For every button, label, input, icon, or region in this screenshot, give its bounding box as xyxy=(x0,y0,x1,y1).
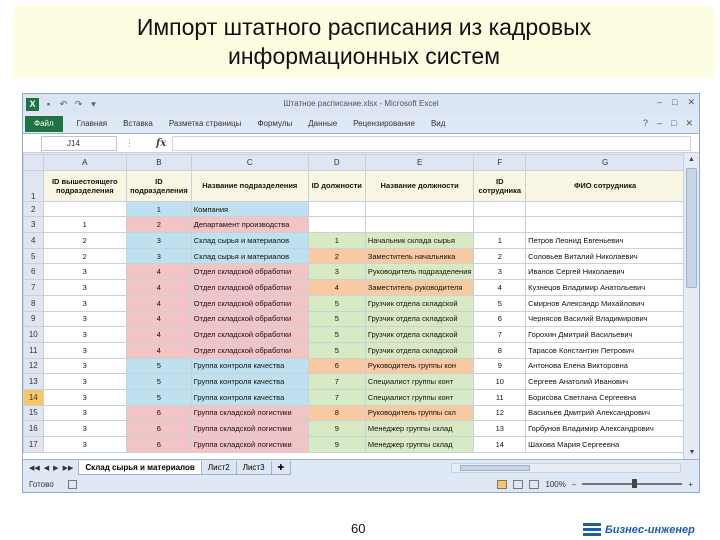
scrollbar-thumb[interactable] xyxy=(686,168,697,288)
zoom-out-icon[interactable]: – xyxy=(571,479,577,489)
table-row xyxy=(24,248,685,264)
cell-c[interactable]: Группа контроля качества xyxy=(191,358,308,374)
cell-a[interactable]: 3 xyxy=(43,311,126,327)
table-row xyxy=(24,233,685,249)
tab-view[interactable]: Вид xyxy=(430,119,446,128)
cell-e[interactable]: Руководитель подразделения xyxy=(365,264,474,280)
workbook-restore-icon[interactable]: □ xyxy=(671,118,677,128)
vertical-scrollbar[interactable] xyxy=(683,154,699,459)
next-sheet-icon[interactable]: ▶ xyxy=(53,464,59,472)
cell-b[interactable]: 3 xyxy=(126,248,191,264)
status-right xyxy=(497,480,699,489)
row-number[interactable]: 14 xyxy=(24,389,44,405)
status-ready: Готово xyxy=(29,479,54,489)
zoom-slider[interactable] xyxy=(582,483,682,485)
cell-e[interactable] xyxy=(365,217,474,233)
cell-d[interactable]: 5 xyxy=(308,295,365,311)
cell-e[interactable]: Руководитель группы скл xyxy=(365,405,474,421)
close-icon[interactable]: ✕ xyxy=(687,97,695,107)
column-header[interactable]: E xyxy=(365,155,474,171)
cell-e[interactable]: Менеджер группы склад xyxy=(365,421,474,437)
cell-g[interactable]: Горбунов Владимир Александрович xyxy=(526,421,685,437)
row-number[interactable]: 17 xyxy=(24,437,44,453)
cell-b[interactable]: 4 xyxy=(126,280,191,296)
workbook-close-icon[interactable]: ✕ xyxy=(685,118,693,128)
slide-title-line-2: информационных систем xyxy=(227,43,501,69)
row-number[interactable]: 8 xyxy=(24,295,44,311)
table-row xyxy=(24,311,685,327)
cell-c[interactable]: Отдел складской обработки xyxy=(191,295,308,311)
cell-a[interactable]: 3 xyxy=(43,264,126,280)
maximize-icon[interactable]: □ xyxy=(672,97,678,107)
row-number[interactable]: 4 xyxy=(24,233,44,249)
spreadsheet-grid xyxy=(23,154,685,459)
cell-a[interactable]: 2 xyxy=(43,248,126,264)
header-cell[interactable]: ID должности xyxy=(308,170,365,201)
cell-f[interactable]: 2 xyxy=(474,248,526,264)
cell-f[interactable]: 13 xyxy=(474,421,526,437)
cell-c[interactable]: Группа складской логистики xyxy=(191,437,308,453)
last-sheet-icon[interactable]: ▶▶ xyxy=(62,464,74,472)
cell-d[interactable]: 4 xyxy=(308,280,365,296)
cell-g[interactable]: Соловьев Виталий Николаевич xyxy=(526,248,685,264)
row-number[interactable]: 2 xyxy=(24,201,44,217)
tab-file[interactable]: Файл xyxy=(25,116,63,132)
cell-a[interactable]: 2 xyxy=(43,233,126,249)
cell-b[interactable]: 4 xyxy=(126,295,191,311)
cell-d[interactable]: 9 xyxy=(308,437,365,453)
cell-c[interactable]: Отдел складской обработки xyxy=(191,327,308,343)
row-number[interactable]: 16 xyxy=(24,421,44,437)
header-cell[interactable]: Название должности xyxy=(365,170,474,201)
cell-a[interactable]: 3 xyxy=(43,327,126,343)
cell-c[interactable]: Группа складской логистики xyxy=(191,421,308,437)
company-logo xyxy=(583,523,695,536)
cell-d[interactable]: 7 xyxy=(308,389,365,405)
table-row xyxy=(24,201,685,217)
cell-b[interactable]: 2 xyxy=(126,217,191,233)
header-cell[interactable]: Название подразделения xyxy=(191,170,308,201)
cell-a[interactable]: 3 xyxy=(43,374,126,390)
header-cell[interactable]: ID подразделения xyxy=(126,170,191,201)
cell-g[interactable]: Петров Леонид Евгеньевич xyxy=(526,233,685,249)
formula-input[interactable] xyxy=(172,136,691,151)
header-cell[interactable]: ID вышестоящего подразделения xyxy=(43,170,126,201)
cell-b[interactable]: 4 xyxy=(126,311,191,327)
cell-g[interactable]: Чернясов Василий Владимирович xyxy=(526,311,685,327)
cell-c[interactable]: Склад сырья и материалов xyxy=(191,233,308,249)
cell-e[interactable]: Грузчик отдела складской xyxy=(365,295,474,311)
minimize-icon[interactable]: – xyxy=(657,97,663,107)
cell-e[interactable] xyxy=(365,201,474,217)
tab-page-layout[interactable]: Разметка страницы xyxy=(168,119,242,128)
insert-sheet-icon[interactable]: ✚ xyxy=(271,461,292,475)
scroll-down-icon[interactable]: ▼ xyxy=(688,449,696,456)
cell-c[interactable]: Группа контроля качества xyxy=(191,374,308,390)
cell-a[interactable]: 3 xyxy=(43,358,126,374)
cell-g[interactable] xyxy=(526,201,685,217)
cell-a[interactable]: 3 xyxy=(43,405,126,421)
logo-mark-icon xyxy=(583,523,601,536)
sheet-tab-1[interactable]: Склад сырья и материалов xyxy=(78,461,202,475)
sheet-nav xyxy=(23,464,79,472)
cell-c[interactable]: Компания xyxy=(191,201,308,217)
cell-g[interactable]: Сергеев Анатолий Иванович xyxy=(526,374,685,390)
table-row xyxy=(24,405,685,421)
help-icon[interactable]: ? xyxy=(642,118,648,128)
column-header[interactable]: G xyxy=(526,155,685,171)
cell-f[interactable]: 10 xyxy=(474,374,526,390)
redo-icon[interactable]: ↷ xyxy=(74,98,83,109)
macro-record-icon[interactable] xyxy=(68,480,77,489)
cell-b[interactable]: 6 xyxy=(126,421,191,437)
cell-c[interactable]: Отдел складской обработки xyxy=(191,280,308,296)
cell-f[interactable]: 7 xyxy=(474,327,526,343)
cell-e[interactable]: Специалист группы конт xyxy=(365,389,474,405)
cell-g[interactable]: Смирнов Александр Михайлович xyxy=(526,295,685,311)
cell-b[interactable]: 1 xyxy=(126,201,191,217)
cell-g[interactable]: Васильев Дмитрий Александрович xyxy=(526,405,685,421)
cell-d[interactable]: 1 xyxy=(308,233,365,249)
cell-e[interactable]: Менеджер группы склад xyxy=(365,437,474,453)
window-controls xyxy=(657,97,695,108)
row-number[interactable]: 15 xyxy=(24,405,44,421)
cell-g[interactable]: Кузнецов Владимир Анатольевич xyxy=(526,280,685,296)
slide-title xyxy=(14,6,714,78)
tab-review[interactable]: Рецензирование xyxy=(353,119,415,128)
name-box[interactable]: J14 xyxy=(41,136,117,151)
row-number[interactable]: 6 xyxy=(24,264,44,280)
workbook-minimize-icon[interactable]: – xyxy=(657,118,663,128)
cell-d[interactable]: 8 xyxy=(308,405,365,421)
table-row xyxy=(24,342,685,358)
cell-a[interactable]: 3 xyxy=(43,421,126,437)
cell-d[interactable]: 9 xyxy=(308,421,365,437)
cell-a[interactable]: 3 xyxy=(43,295,126,311)
insert-function-icon[interactable]: fx xyxy=(156,137,167,149)
scroll-up-icon[interactable]: ▲ xyxy=(688,156,695,163)
row-number[interactable]: 7 xyxy=(24,280,44,296)
page-number: 60 xyxy=(351,521,366,536)
slide-title-line-1: Импорт штатного расписания из кадровых xyxy=(136,14,592,40)
customize-toolbar-icon[interactable]: ▾ xyxy=(91,98,96,109)
select-all-corner[interactable] xyxy=(24,155,44,171)
status-bar xyxy=(23,475,699,493)
cell-c[interactable]: Группа складской логистики xyxy=(191,405,308,421)
cell-f[interactable]: 4 xyxy=(474,280,526,296)
cell-b[interactable]: 5 xyxy=(126,374,191,390)
column-header[interactable]: C xyxy=(191,155,308,171)
cell-b[interactable]: 6 xyxy=(126,437,191,453)
cell-g[interactable] xyxy=(526,217,685,233)
cell-b[interactable]: 4 xyxy=(126,327,191,343)
cell-b[interactable]: 5 xyxy=(126,358,191,374)
cell-e[interactable]: Грузчик отдела складской xyxy=(365,327,474,343)
cell-c[interactable]: Группа контроля качества xyxy=(191,389,308,405)
ribbon-tabs xyxy=(23,114,699,134)
table-row xyxy=(24,264,685,280)
cell-b[interactable]: 3 xyxy=(126,233,191,249)
cell-a[interactable]: 3 xyxy=(43,389,126,405)
table-row xyxy=(24,358,685,374)
cell-f[interactable]: 8 xyxy=(474,342,526,358)
cell-d[interactable]: 3 xyxy=(308,264,365,280)
zoom-level[interactable]: 100% xyxy=(545,479,566,489)
row-number[interactable]: 9 xyxy=(24,311,44,327)
table-row xyxy=(24,217,685,233)
cell-e[interactable]: Заместитель начальника xyxy=(365,248,474,264)
cell-d[interactable]: 6 xyxy=(308,358,365,374)
cell-e[interactable]: Заместитель руководителя xyxy=(365,280,474,296)
cell-g[interactable]: Антонова Елена Викторовна xyxy=(526,358,685,374)
row-number[interactable]: 10 xyxy=(24,327,44,343)
row-number[interactable]: 5 xyxy=(24,248,44,264)
cell-e[interactable]: Начальник склада сырья xyxy=(365,233,474,249)
cell-b[interactable]: 6 xyxy=(126,405,191,421)
column-header[interactable]: F xyxy=(474,155,526,171)
cell-b[interactable]: 4 xyxy=(126,264,191,280)
cell-g[interactable]: Тарасов Константин Петрович xyxy=(526,342,685,358)
tab-formulas[interactable]: Формулы xyxy=(257,119,293,128)
ribbon-controls xyxy=(643,118,693,129)
tab-insert[interactable]: Вставка xyxy=(123,119,153,128)
cell-g[interactable]: Горохин Дмитрий Васильевич xyxy=(526,327,685,343)
cell-g[interactable]: Борисова Светлана Сергеевна xyxy=(526,389,685,405)
table-row xyxy=(24,295,685,311)
cell-f[interactable] xyxy=(474,201,526,217)
cell-e[interactable]: Грузчик отдела складской xyxy=(365,311,474,327)
row-number[interactable]: 1 xyxy=(24,170,44,201)
row-number[interactable]: 12 xyxy=(24,358,44,374)
excel-logo-icon[interactable]: X xyxy=(26,98,39,111)
sheet-tab-3[interactable]: Лист3 xyxy=(236,461,272,475)
formula-bar-separator-icon: ⋮ xyxy=(125,137,134,148)
cell-c[interactable]: Отдел складской обработки xyxy=(191,342,308,358)
cell-f[interactable]: 12 xyxy=(474,405,526,421)
cell-g[interactable]: Шахова Мария Сергеевна xyxy=(526,437,685,453)
cell-a[interactable]: 1 xyxy=(43,217,126,233)
cell-f[interactable]: 6 xyxy=(474,311,526,327)
row-number[interactable]: 3 xyxy=(24,217,44,233)
cell-d[interactable]: 5 xyxy=(308,342,365,358)
sheet-tab-bar xyxy=(23,459,699,475)
cell-d[interactable] xyxy=(308,217,365,233)
window-titlebar xyxy=(23,94,699,114)
formula-bar xyxy=(23,134,699,153)
row-number[interactable]: 13 xyxy=(24,374,44,390)
zoom-in-icon[interactable]: + xyxy=(688,479,693,489)
tab-data[interactable]: Данные xyxy=(308,119,338,128)
cell-c[interactable]: Склад сырья и материалов xyxy=(191,248,308,264)
cell-f[interactable]: 9 xyxy=(474,358,526,374)
tab-home[interactable]: Главная xyxy=(76,119,108,128)
horizontal-scrollbar-thumb[interactable] xyxy=(460,465,530,471)
column-header[interactable]: B xyxy=(126,155,191,171)
table-row xyxy=(24,374,685,390)
column-header[interactable]: D xyxy=(308,155,365,171)
row-number[interactable]: 11 xyxy=(24,342,44,358)
cell-a[interactable]: 3 xyxy=(43,342,126,358)
table-row xyxy=(24,437,685,453)
cell-e[interactable]: Специалист группы конт xyxy=(365,374,474,390)
table-row xyxy=(24,280,685,296)
cell-f[interactable]: 3 xyxy=(474,264,526,280)
table-row xyxy=(24,327,685,343)
cell-d[interactable] xyxy=(308,201,365,217)
cell-f[interactable]: 11 xyxy=(474,389,526,405)
cell-f[interactable]: 1 xyxy=(474,233,526,249)
cell-c[interactable]: Отдел складской обработки xyxy=(191,264,308,280)
cell-a[interactable]: 3 xyxy=(43,437,126,453)
cell-d[interactable]: 5 xyxy=(308,327,365,343)
cell-f[interactable]: 14 xyxy=(474,437,526,453)
cell-d[interactable]: 7 xyxy=(308,374,365,390)
cell-g[interactable]: Иванов Сергей Николаевич xyxy=(526,264,685,280)
undo-icon[interactable]: ↶ xyxy=(59,98,68,109)
table-row xyxy=(24,421,685,437)
page-break-view-icon[interactable] xyxy=(529,480,539,489)
cell-b[interactable]: 4 xyxy=(126,342,191,358)
cell-f[interactable]: 5 xyxy=(474,295,526,311)
column-header[interactable]: A xyxy=(43,155,126,171)
sheet-tab-2[interactable]: Лист2 xyxy=(201,461,237,475)
header-cell[interactable]: ФИО сотрудника xyxy=(526,170,685,201)
zoom-slider-knob[interactable] xyxy=(632,479,637,488)
cell-b[interactable]: 5 xyxy=(126,389,191,405)
page-layout-view-icon[interactable] xyxy=(513,480,523,489)
prev-sheet-icon[interactable]: ◀ xyxy=(43,464,50,472)
cell-c[interactable]: Отдел складской обработки xyxy=(191,311,308,327)
logo-text: Бизнес-инженер xyxy=(605,523,695,536)
cell-a[interactable]: 3 xyxy=(43,280,126,296)
save-icon[interactable]: ▪ xyxy=(46,99,51,109)
header-row xyxy=(24,170,685,201)
header-cell[interactable]: ID сотрудника xyxy=(474,170,526,201)
first-sheet-icon[interactable]: ◀◀ xyxy=(29,464,40,472)
cell-d[interactable]: 5 xyxy=(308,311,365,327)
cell-c[interactable]: Департамент производства xyxy=(191,217,308,233)
cell-e[interactable]: Руководитель группы кон xyxy=(365,358,474,374)
horizontal-scrollbar[interactable] xyxy=(451,463,681,473)
excel-window xyxy=(22,93,700,493)
cell-f[interactable] xyxy=(474,217,526,233)
worksheet-table xyxy=(23,154,685,453)
cell-e[interactable]: Грузчик отдела складской xyxy=(365,342,474,358)
window-title: Штатное расписание.xlsx - Microsoft Excel xyxy=(283,99,439,108)
table-row xyxy=(24,389,685,405)
cell-a[interactable] xyxy=(43,201,126,217)
cell-d[interactable]: 2 xyxy=(308,248,365,264)
normal-view-icon[interactable] xyxy=(497,480,507,489)
